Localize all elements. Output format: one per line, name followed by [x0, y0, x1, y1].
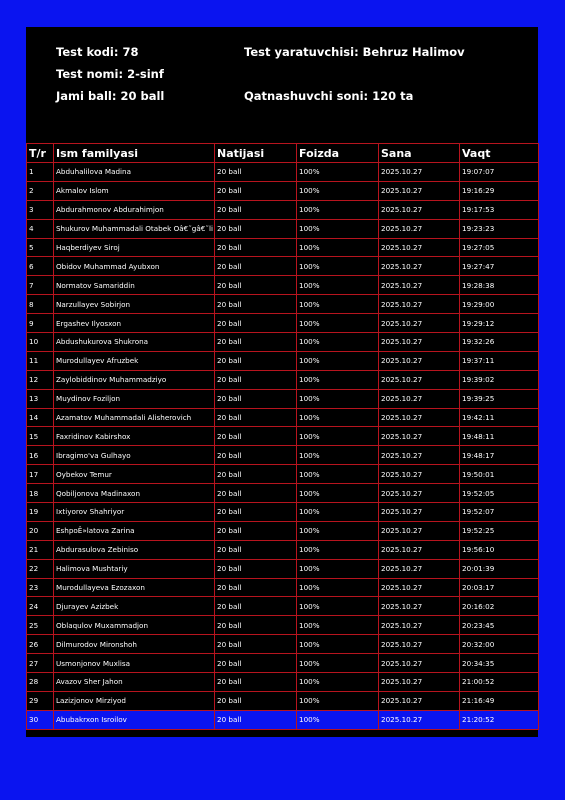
result-score: 20 ball: [215, 635, 297, 654]
result-percent: 100%: [297, 616, 379, 635]
result-score: 20 ball: [215, 559, 297, 578]
result-time: 19:29:00: [460, 295, 539, 314]
table-row: [27, 521, 539, 540]
row-number: 9: [27, 314, 54, 333]
table-row: [27, 673, 539, 692]
row-number: 7: [27, 276, 54, 295]
student-name: Oblaqulov Muxammadjon: [54, 616, 215, 635]
result-date: 2025.10.27: [379, 559, 460, 578]
table-row: [27, 389, 539, 408]
result-percent: 100%: [297, 465, 379, 484]
row-number: 20: [27, 521, 54, 540]
result-time: 20:34:35: [460, 654, 539, 673]
student-name: Djurayev Azizbek: [54, 597, 215, 616]
student-name: Halimova Mushtariy: [54, 559, 215, 578]
result-time: 21:20:52: [460, 710, 539, 729]
row-number: 15: [27, 427, 54, 446]
row-number: 19: [27, 503, 54, 522]
row-number: 1: [27, 163, 54, 182]
result-date: 2025.10.27: [379, 370, 460, 389]
table-row: [27, 578, 539, 597]
result-score: 20 ball: [215, 276, 297, 295]
result-percent: 100%: [297, 484, 379, 503]
result-date: 2025.10.27: [379, 578, 460, 597]
result-score: 20 ball: [215, 616, 297, 635]
row-number: 24: [27, 597, 54, 616]
table-row: [27, 238, 539, 257]
result-time: 19:17:53: [460, 200, 539, 219]
result-time: 19:27:47: [460, 257, 539, 276]
result-percent: 100%: [297, 257, 379, 276]
test-name-label: Test nomi:: [56, 67, 124, 81]
column-header-time: Vaqt: [460, 144, 539, 163]
result-date: 2025.10.27: [379, 333, 460, 352]
result-date: 2025.10.27: [379, 163, 460, 182]
row-number: 5: [27, 238, 54, 257]
student-name: Abdurahmonov Abdurahimjon: [54, 200, 215, 219]
table-row: [27, 559, 539, 578]
table-row: [27, 219, 539, 238]
student-name: Abduhalilova Madina: [54, 163, 215, 182]
student-name: Abubakrxon Isroilov: [54, 710, 215, 729]
student-name: Ibragimo'va Gulhayo: [54, 446, 215, 465]
result-percent: 100%: [297, 238, 379, 257]
result-time: 19:56:10: [460, 540, 539, 559]
result-score: 20 ball: [215, 370, 297, 389]
student-name: Murodullayev Afruzbek: [54, 351, 215, 370]
result-date: 2025.10.27: [379, 389, 460, 408]
result-time: 19:48:11: [460, 427, 539, 446]
row-number: 8: [27, 295, 54, 314]
result-percent: 100%: [297, 163, 379, 182]
total-score-line: [56, 89, 164, 103]
table-row: [27, 295, 539, 314]
result-time: 19:52:05: [460, 484, 539, 503]
participants-line: [244, 89, 413, 103]
result-percent: 100%: [297, 540, 379, 559]
row-number: 23: [27, 578, 54, 597]
creator-line: [244, 45, 465, 59]
result-time: 19:07:07: [460, 163, 539, 182]
row-number: 6: [27, 257, 54, 276]
student-name: Akmalov Islom: [54, 181, 215, 200]
result-score: 20 ball: [215, 654, 297, 673]
result-score: 20 ball: [215, 163, 297, 182]
result-date: 2025.10.27: [379, 181, 460, 200]
row-number: 3: [27, 200, 54, 219]
result-time: 20:16:02: [460, 597, 539, 616]
result-time: 21:16:49: [460, 691, 539, 710]
result-percent: 100%: [297, 370, 379, 389]
result-date: 2025.10.27: [379, 238, 460, 257]
result-score: 20 ball: [215, 408, 297, 427]
result-date: 2025.10.27: [379, 616, 460, 635]
total-score-value: 20 ball: [120, 89, 165, 103]
result-date: 2025.10.27: [379, 200, 460, 219]
student-name: Murodullayeva Ezozaxon: [54, 578, 215, 597]
result-date: 2025.10.27: [379, 540, 460, 559]
student-name: Ixtiyorov Shahriyor: [54, 503, 215, 522]
row-number: 29: [27, 691, 54, 710]
row-number: 18: [27, 484, 54, 503]
row-number: 30: [27, 710, 54, 729]
result-percent: 100%: [297, 351, 379, 370]
student-name: Zaylobiddinov Muhammadziyo: [54, 370, 215, 389]
result-time: 19:27:05: [460, 238, 539, 257]
result-percent: 100%: [297, 276, 379, 295]
table-row: [27, 710, 539, 729]
result-date: 2025.10.27: [379, 654, 460, 673]
student-name: Haqberdiyev Siroj: [54, 238, 215, 257]
result-percent: 100%: [297, 597, 379, 616]
participants-label: Qatnashuvchi soni:: [244, 89, 369, 103]
result-percent: 100%: [297, 314, 379, 333]
student-name: Azamatov Muhammadali Alisherovich: [54, 408, 215, 427]
result-date: 2025.10.27: [379, 597, 460, 616]
results-table: [26, 143, 539, 730]
row-number: 2: [27, 181, 54, 200]
creator-label: Test yaratuvchisi:: [244, 45, 359, 59]
student-name: Normatov Samariddin: [54, 276, 215, 295]
row-number: 27: [27, 654, 54, 673]
student-name: Faxridinov Kabirshox: [54, 427, 215, 446]
result-score: 20 ball: [215, 219, 297, 238]
result-time: 19:39:25: [460, 389, 539, 408]
row-number: 25: [27, 616, 54, 635]
result-date: 2025.10.27: [379, 351, 460, 370]
result-score: 20 ball: [215, 597, 297, 616]
result-score: 20 ball: [215, 181, 297, 200]
table-row: [27, 333, 539, 352]
test-name-value: 2-sinf: [127, 67, 164, 81]
results-sheet: [26, 27, 538, 737]
table-row: [27, 181, 539, 200]
result-date: 2025.10.27: [379, 710, 460, 729]
result-time: 19:37:11: [460, 351, 539, 370]
result-percent: 100%: [297, 503, 379, 522]
result-score: 20 ball: [215, 521, 297, 540]
student-name: Narzullayev Sobirjon: [54, 295, 215, 314]
result-time: 20:32:00: [460, 635, 539, 654]
student-name: Obidov Muhammad Ayubxon: [54, 257, 215, 276]
result-score: 20 ball: [215, 710, 297, 729]
student-name: Shukurov Muhammadali Otabek Oâ€˜gâ€˜li: [54, 219, 215, 238]
result-score: 20 ball: [215, 314, 297, 333]
result-score: 20 ball: [215, 503, 297, 522]
column-header-number: T/r: [27, 144, 54, 163]
result-percent: 100%: [297, 427, 379, 446]
table-row: [27, 276, 539, 295]
result-percent: 100%: [297, 200, 379, 219]
student-name: Oybekov Temur: [54, 465, 215, 484]
test-name-line: [56, 67, 164, 81]
result-time: 19:52:25: [460, 521, 539, 540]
row-number: 14: [27, 408, 54, 427]
table-header-row: [27, 144, 539, 163]
table-row: [27, 540, 539, 559]
result-score: 20 ball: [215, 465, 297, 484]
result-score: 20 ball: [215, 333, 297, 352]
result-time: 19:28:38: [460, 276, 539, 295]
test-code-value: 78: [122, 45, 139, 59]
result-score: 20 ball: [215, 238, 297, 257]
result-score: 20 ball: [215, 578, 297, 597]
student-name: Qobiljonova Madinaxon: [54, 484, 215, 503]
result-date: 2025.10.27: [379, 257, 460, 276]
result-score: 20 ball: [215, 351, 297, 370]
result-time: 21:00:52: [460, 673, 539, 692]
result-percent: 100%: [297, 691, 379, 710]
result-time: 19:39:02: [460, 370, 539, 389]
result-percent: 100%: [297, 408, 379, 427]
student-name: EshpoÊ»latova Zarina: [54, 521, 215, 540]
result-time: 19:16:29: [460, 181, 539, 200]
result-date: 2025.10.27: [379, 691, 460, 710]
student-name: Usmonjonov Muxlisa: [54, 654, 215, 673]
table-row: [27, 465, 539, 484]
result-date: 2025.10.27: [379, 484, 460, 503]
result-score: 20 ball: [215, 446, 297, 465]
result-date: 2025.10.27: [379, 314, 460, 333]
student-name: Ergashev Ilyosxon: [54, 314, 215, 333]
column-header-name: Ism familyasi: [54, 144, 215, 163]
result-time: 20:23:45: [460, 616, 539, 635]
column-header-date: Sana: [379, 144, 460, 163]
result-score: 20 ball: [215, 200, 297, 219]
result-time: 20:01:39: [460, 559, 539, 578]
table-row: [27, 635, 539, 654]
row-number: 4: [27, 219, 54, 238]
table-row: [27, 446, 539, 465]
table-row: [27, 408, 539, 427]
table-row: [27, 370, 539, 389]
result-date: 2025.10.27: [379, 446, 460, 465]
table-row: [27, 314, 539, 333]
result-score: 20 ball: [215, 484, 297, 503]
result-date: 2025.10.27: [379, 219, 460, 238]
results-table-body: [27, 163, 539, 730]
result-percent: 100%: [297, 219, 379, 238]
row-number: 22: [27, 559, 54, 578]
result-score: 20 ball: [215, 257, 297, 276]
test-info-header: [26, 27, 538, 143]
table-row: [27, 503, 539, 522]
result-time: 19:50:01: [460, 465, 539, 484]
student-name: Avazov Sher Jahon: [54, 673, 215, 692]
table-row: [27, 163, 539, 182]
table-row: [27, 654, 539, 673]
result-percent: 100%: [297, 446, 379, 465]
row-number: 28: [27, 673, 54, 692]
row-number: 26: [27, 635, 54, 654]
result-date: 2025.10.27: [379, 673, 460, 692]
result-date: 2025.10.27: [379, 635, 460, 654]
row-number: 17: [27, 465, 54, 484]
total-score-label: Jami ball:: [56, 89, 117, 103]
result-time: 19:32:26: [460, 333, 539, 352]
row-number: 16: [27, 446, 54, 465]
table-row: [27, 257, 539, 276]
participants-value: 120 ta: [372, 89, 414, 103]
result-percent: 100%: [297, 673, 379, 692]
table-row: [27, 351, 539, 370]
creator-value: Behruz Halimov: [362, 45, 465, 59]
table-row: [27, 597, 539, 616]
column-header-percent: Foizda: [297, 144, 379, 163]
result-score: 20 ball: [215, 295, 297, 314]
column-header-result: Natijasi: [215, 144, 297, 163]
student-name: Muydinov Foziljon: [54, 389, 215, 408]
table-row: [27, 691, 539, 710]
row-number: 21: [27, 540, 54, 559]
result-time: 19:42:11: [460, 408, 539, 427]
table-row: [27, 616, 539, 635]
result-percent: 100%: [297, 710, 379, 729]
test-code-line: [56, 45, 139, 59]
student-name: Abdushukurova Shukrona: [54, 333, 215, 352]
student-name: Lazizjonov Mirziyod: [54, 691, 215, 710]
table-row: [27, 200, 539, 219]
result-time: 19:48:17: [460, 446, 539, 465]
result-time: 19:52:07: [460, 503, 539, 522]
table-row: [27, 427, 539, 446]
result-percent: 100%: [297, 578, 379, 597]
student-name: Dilmurodov Mironshoh: [54, 635, 215, 654]
result-percent: 100%: [297, 635, 379, 654]
result-date: 2025.10.27: [379, 408, 460, 427]
result-time: 19:29:12: [460, 314, 539, 333]
result-percent: 100%: [297, 389, 379, 408]
student-name: Abdurasulova Zebiniso: [54, 540, 215, 559]
result-date: 2025.10.27: [379, 427, 460, 446]
result-date: 2025.10.27: [379, 521, 460, 540]
result-date: 2025.10.27: [379, 295, 460, 314]
result-percent: 100%: [297, 654, 379, 673]
result-percent: 100%: [297, 559, 379, 578]
result-date: 2025.10.27: [379, 276, 460, 295]
result-percent: 100%: [297, 521, 379, 540]
result-percent: 100%: [297, 181, 379, 200]
result-percent: 100%: [297, 295, 379, 314]
row-number: 13: [27, 389, 54, 408]
result-score: 20 ball: [215, 389, 297, 408]
result-score: 20 ball: [215, 540, 297, 559]
test-code-label: Test kodi:: [56, 45, 119, 59]
table-row: [27, 484, 539, 503]
result-date: 2025.10.27: [379, 465, 460, 484]
result-score: 20 ball: [215, 427, 297, 446]
result-date: 2025.10.27: [379, 503, 460, 522]
result-time: 20:03:17: [460, 578, 539, 597]
row-number: 10: [27, 333, 54, 352]
result-score: 20 ball: [215, 673, 297, 692]
row-number: 11: [27, 351, 54, 370]
result-time: 19:23:23: [460, 219, 539, 238]
row-number: 12: [27, 370, 54, 389]
result-percent: 100%: [297, 333, 379, 352]
result-score: 20 ball: [215, 691, 297, 710]
